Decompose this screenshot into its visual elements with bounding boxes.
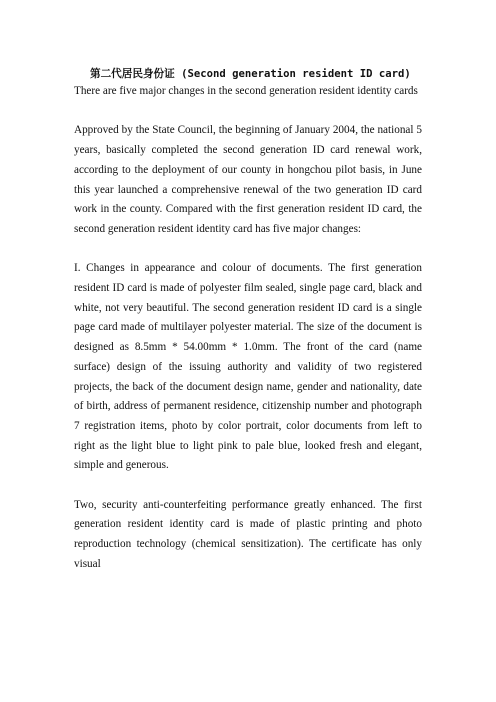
paragraph-spacer: [74, 102, 422, 122]
paragraph-change-one: I. Changes in appearance and colour of documents. The first generation resident ID card is made of polyester film sealed, single page card, black and white, not very beautiful. The second generation resident ID card is a single page card made of multilayer polyester material. The size of the document is designed as 8.5mm * 54.00mm * 1.0mm. The front of the card (name surface) design of the issuing authority and validity of two registered projects, the back of the document design name, gender and nationality, date of birth, address of permanent residence, citizenship number and photograph 7 registration items, photo by color portrait, color documents from left to right as the light blue to light pink to pale blue, looked fresh and elegant, simple and generous.: [74, 262, 422, 472]
paragraph-spacer: [74, 476, 422, 496]
paragraph-change-two: Two, security anti-counterfeiting performance greatly enhanced. The first generation resident identity card is made of plastic printing and photo reproduction technology (chemical sensitization). The certificate has only visual: [74, 498, 422, 570]
document-body: [74, 66, 422, 575]
paragraph-spacer: [74, 240, 422, 260]
paragraph-intro: There are five major changes in the second generation resident identity cards: [74, 85, 418, 97]
paragraph-background: Approved by the State Council, the beginning of January 2004, the national 5 years, basically completed the second generation ID card renewal work, according to the deployment of our county in hongchou pilot basis, in June this year launched a comprehensive renewal of the two generation ID card work in the county. Compared with the first generation resident ID card, the second generation resident identity card has five major changes:: [74, 124, 422, 235]
document-title: 第二代居民身份证 (Second generation resident ID card): [90, 68, 411, 80]
